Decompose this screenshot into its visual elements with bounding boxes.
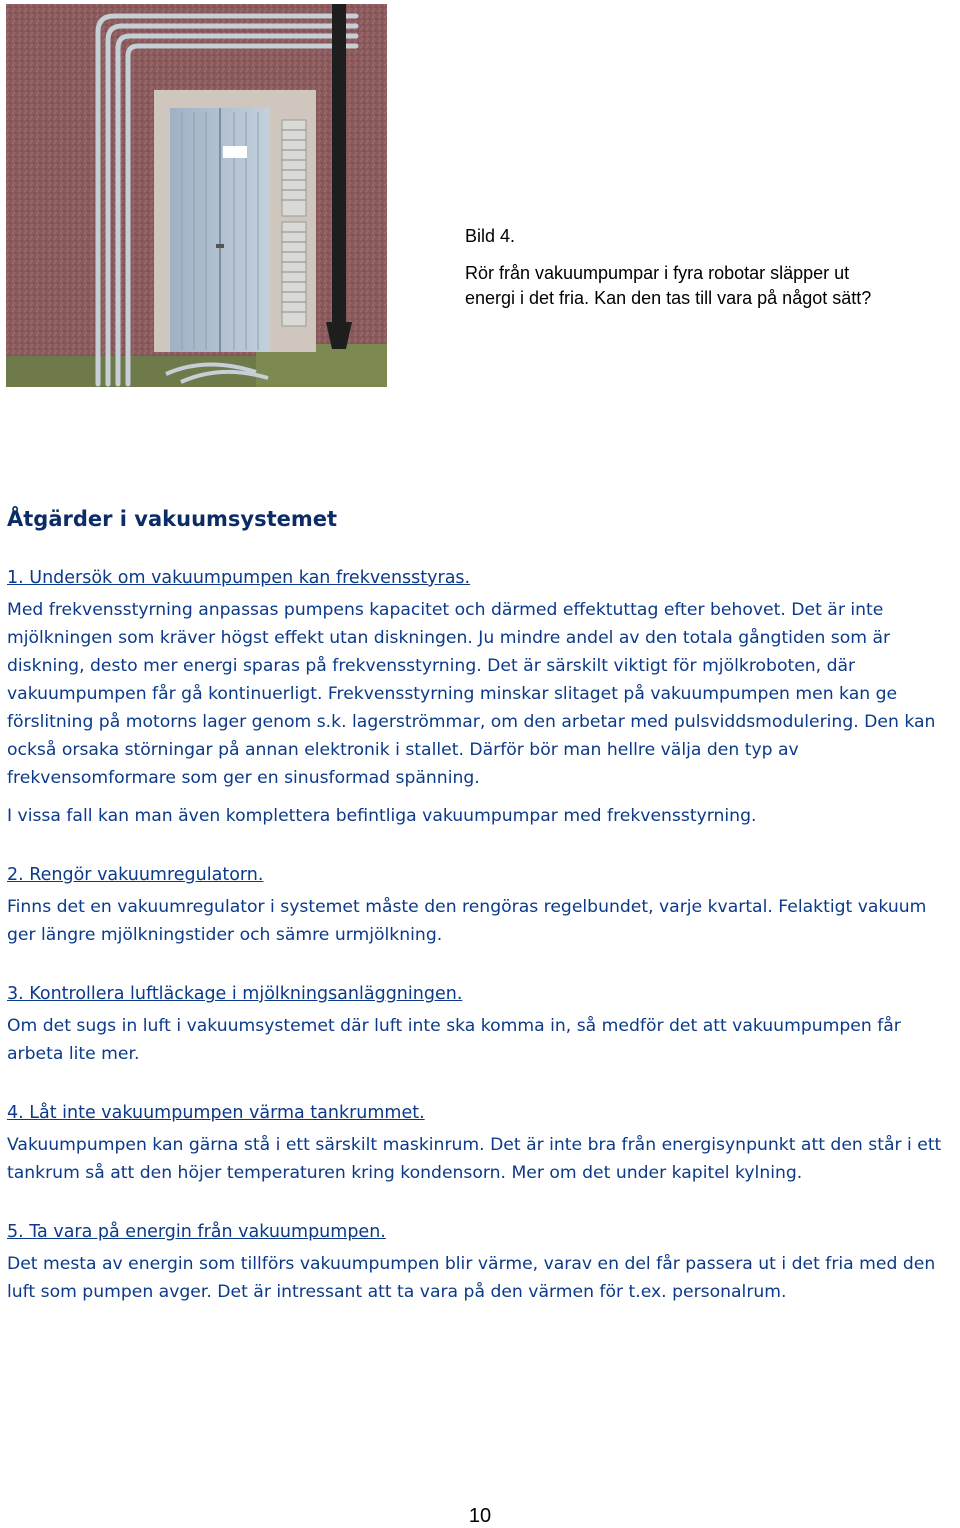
photo-vacuum-pipes xyxy=(6,4,387,387)
section-1-paragraph-2: I vissa fall kan man även komplettera befintliga vakuumpumpar med frekvensstyrning. xyxy=(7,806,757,826)
section-1-title: 1. Undersök om vakuumpumpen kan frekvensstyras. xyxy=(7,568,471,588)
section-heading: Åtgärder i vakuumsystemet xyxy=(7,507,338,531)
caption-text: Rör från vakuumpumpar i fyra robotar släpper ut energi i det fria. Kan den tas till vara på något sätt? xyxy=(465,263,872,308)
page-number: 10 xyxy=(468,1505,492,1527)
figure-caption xyxy=(465,224,885,311)
section-3-title: 3. Kontrollera luftläckage i mjölkningsanläggningen. xyxy=(7,984,463,1004)
section-4 xyxy=(7,1101,957,1187)
section-3 xyxy=(7,982,957,1068)
section-4-title: 4. Låt inte vakuumpumpen värma tankrummet. xyxy=(7,1103,425,1123)
caption-title: Bild 4. xyxy=(465,226,516,246)
section-5-title: 5. Ta vara på energin från vakuumpumpen. xyxy=(7,1222,386,1242)
main-content xyxy=(7,505,957,1339)
section-1-paragraph-1: Med frekvensstyrning anpassas pumpens kapacitet och därmed effektuttag efter behovet. Det är inte mjölkningen som kräver högst effekt utan diskningen. Ju mindre andel av den totala gångtiden som är diskning, desto mer energi sparas på frekvensstyrning. Det är särskilt viktigt för mjölkroboten, där vakuumpumpen får gå kontinuerligt. Frekvensstyrning minskar slitaget på vakuumpumpen men kan ge förslitning på motorns lager genom s.k. lagerströmmar, om den arbetar med pulsviddsmodulering. Den kan också orsaka störningar på annan elektronik i stallet. Därför bör man hellre välja den typ av frekvensomformare som ger en sinusformad spänning. xyxy=(7,600,936,788)
section-1 xyxy=(7,566,957,830)
section-2 xyxy=(7,863,957,949)
section-5-paragraph-1: Det mesta av energin som tillförs vakuumpumpen blir värme, varav en del får passera ut i det fria med den luft som pumpen avger. Det är intressant att ta vara på den värmen för t.ex. personalrum. xyxy=(7,1254,936,1302)
section-3-paragraph-1: Om det sugs in luft i vakuumsystemet där luft inte ska komma in, så medför det att vakuumpumpen får arbeta lite mer. xyxy=(7,1016,901,1064)
section-5 xyxy=(7,1220,957,1306)
section-4-paragraph-1: Vakuumpumpen kan gärna stå i ett särskilt maskinrum. Det är inte bra från energisynpunkt att den står i ett tankrum så att den höjer temperaturen kring kondensorn. Mer om det under kapitel kylning. xyxy=(7,1135,942,1183)
section-2-paragraph-1: Finns det en vakuumregulator i systemet måste den rengöras regelbundet, varje kvartal. Felaktigt vakuum ger längre mjölkningstider och sämre urmjölkning. xyxy=(7,897,927,945)
section-2-title: 2. Rengör vakuumregulatorn. xyxy=(7,865,264,885)
